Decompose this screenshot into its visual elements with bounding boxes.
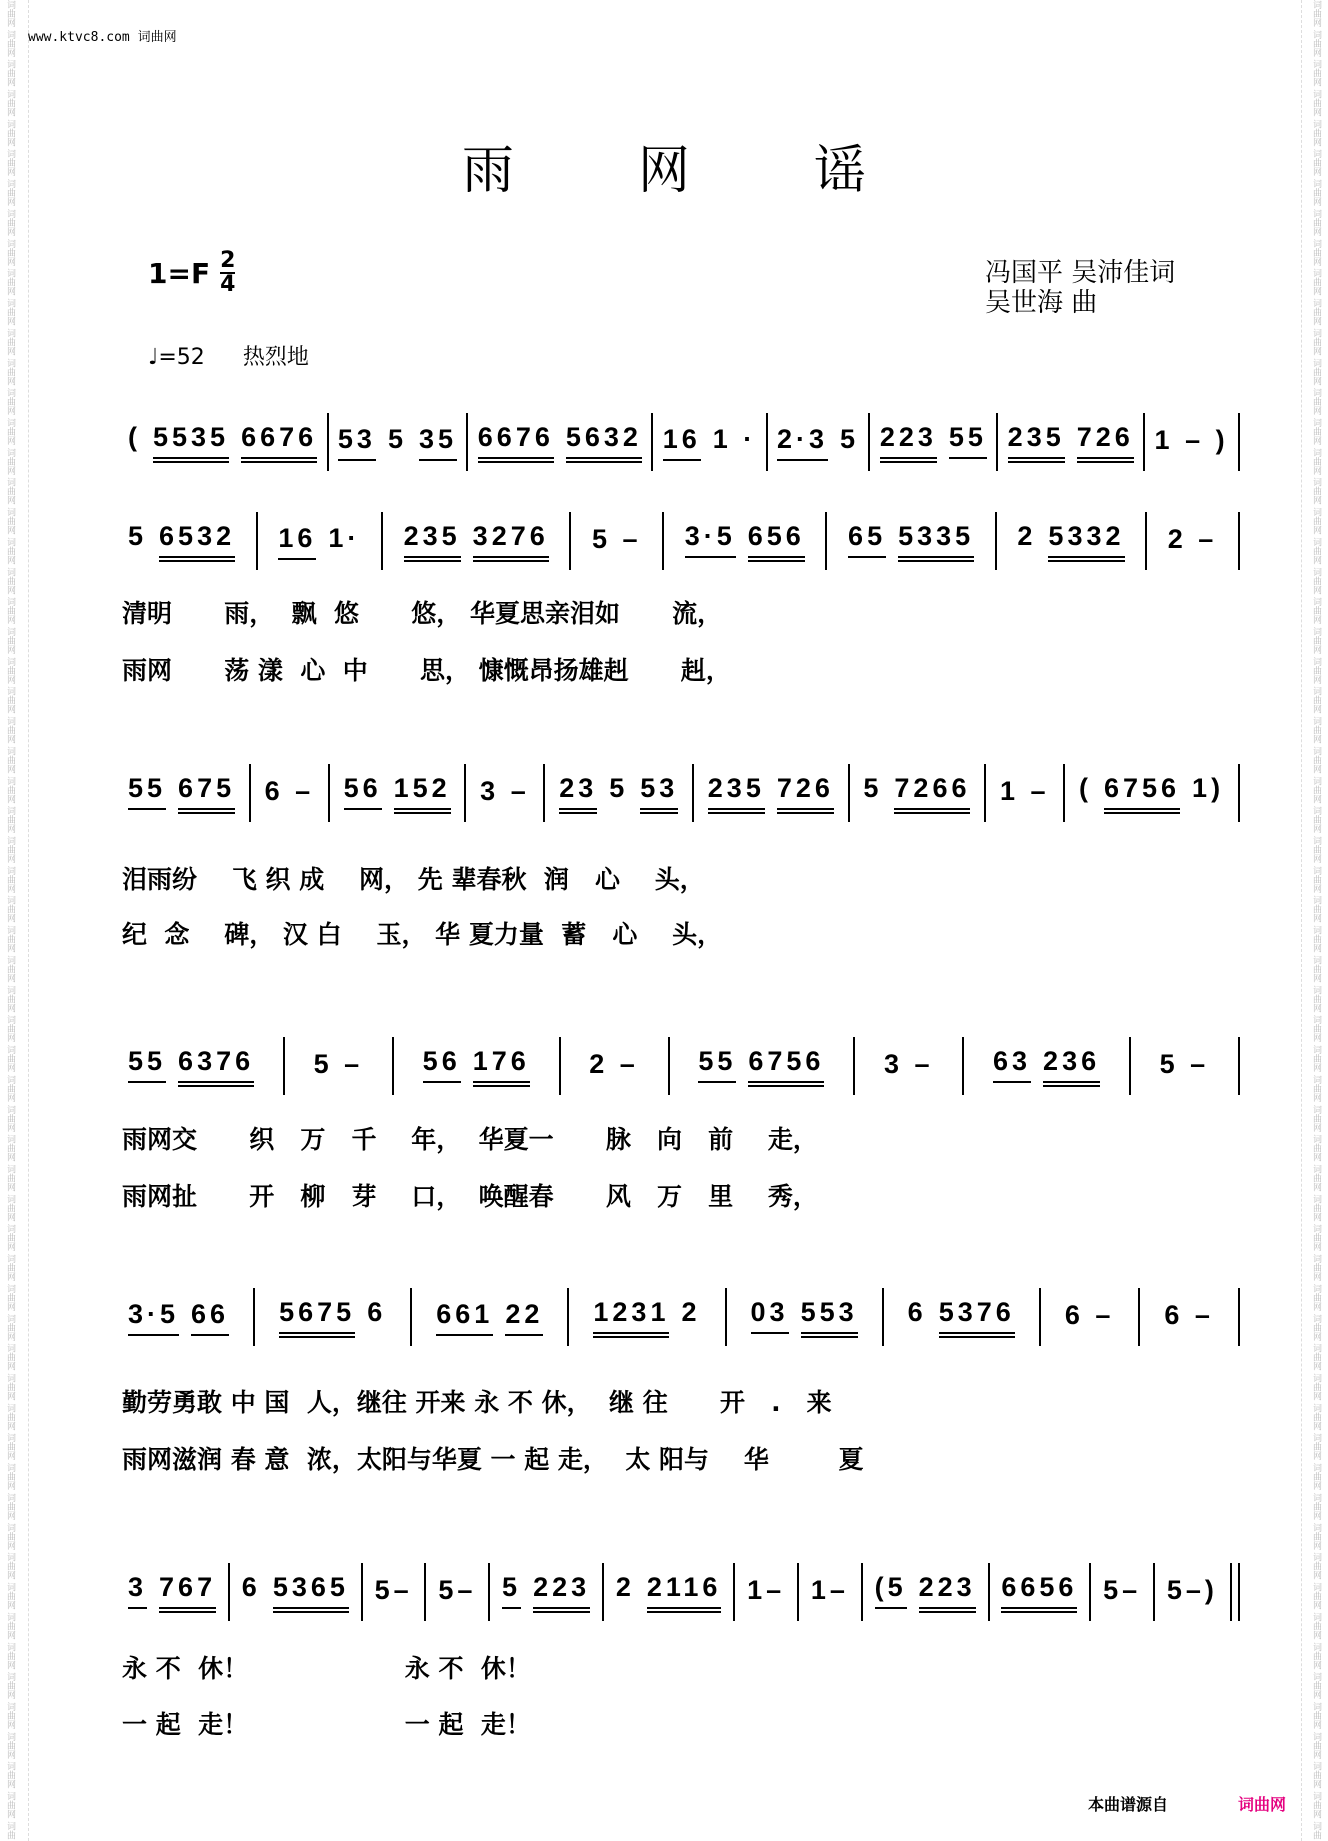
barline	[228, 1563, 230, 1621]
measure	[745, 1297, 864, 1338]
note-group: (	[1078, 772, 1092, 803]
time-bottom: 4	[220, 272, 236, 297]
title-char: 谣	[814, 141, 867, 201]
key-signature	[148, 250, 235, 296]
note-group: 223	[880, 422, 937, 463]
note-group: 5332	[1048, 521, 1124, 562]
measure	[417, 1046, 536, 1087]
lyric-line: 雨网扯 开 柳 芽 口， 唤醒春 风 万 里 秀，	[122, 1182, 818, 1211]
note-group: 63	[993, 1046, 1031, 1083]
measure	[122, 1572, 222, 1613]
mood: 热烈地	[242, 345, 309, 370]
tempo-mark: ♩=52	[148, 345, 205, 370]
barline	[569, 512, 571, 570]
measure	[878, 1049, 940, 1084]
barline	[1063, 764, 1065, 822]
barline	[253, 1288, 255, 1346]
note-group: 1231	[593, 1297, 669, 1338]
barline	[988, 1563, 990, 1621]
barline	[1143, 413, 1145, 471]
lyric-line: 纪 念 碑， 汉 白 玉， 华 夏力量 蓄 心 头，	[122, 920, 723, 949]
measure	[398, 521, 555, 562]
measure	[1158, 1300, 1220, 1335]
note-group: 5 –	[1159, 1048, 1210, 1079]
barline	[984, 764, 986, 822]
watermark-left: 词曲网 词曲网 词曲网 词曲网 词曲网 词曲网 词曲网 词曲网 词曲网 词曲网 词曲网 词曲网 词曲网 词曲网 词曲网 词曲网 词曲网 词曲网 词曲网 词曲网 词曲网 词曲网 词曲网 词曲网 词曲网 词曲网 词曲网 词曲网 词曲网 词曲网 词曲网 词曲网 词曲网 词曲网 词曲网 词曲网 词曲网 词曲网 词曲网 词曲网 词曲网 词曲网 词曲网 词曲网 词曲网 词曲网 词曲网 词曲网 词曲网 词曲网 词曲网 词曲网 词曲网 词曲网 词曲网 词曲网 词曲网 词曲网 词曲网 词曲网 词曲网 词曲	[5, 0, 15, 1840]
note-group: 5–	[438, 1574, 477, 1605]
note-group: 3·5	[685, 521, 736, 558]
note-group: 2·3	[777, 424, 828, 461]
barline	[1238, 1288, 1240, 1346]
measure	[1059, 1300, 1121, 1335]
barline	[825, 512, 827, 570]
barline	[464, 764, 466, 822]
note-group: 6532	[159, 521, 235, 562]
measure	[679, 521, 811, 562]
measure	[741, 1575, 791, 1610]
score-row	[122, 1036, 1240, 1096]
lyric-line: 雨网 荡 漾 心 中 思， 慷慨昂扬雄赳 赳，	[122, 656, 731, 685]
composer: 吴世海 曲	[985, 288, 1098, 318]
note-group: 5632	[566, 422, 642, 463]
barline	[559, 1037, 561, 1095]
note-group: 23	[559, 773, 597, 814]
song-title	[0, 128, 1328, 203]
note-group: 3	[128, 1572, 147, 1609]
note-group: 22	[505, 1299, 543, 1336]
note-group: 1–	[810, 1574, 849, 1605]
title-char: 雨	[461, 141, 514, 201]
barline	[996, 413, 998, 471]
barline	[692, 764, 694, 822]
note-group: 553	[801, 1297, 858, 1338]
lyric-line: 雨网交 织 万 千 年， 华夏一 脉 向 前 走，	[122, 1125, 818, 1154]
barline	[543, 764, 545, 822]
barline	[567, 1288, 569, 1346]
note-group: 656	[748, 521, 805, 562]
note-group: 5365	[273, 1572, 349, 1613]
note-group: 55	[698, 1046, 736, 1083]
score-row	[122, 412, 1240, 472]
note-group: 5535	[153, 422, 229, 463]
note-group: 176	[473, 1046, 530, 1087]
barline	[1089, 1563, 1091, 1621]
note-group: 236	[1043, 1046, 1100, 1087]
note-group: 1 –	[999, 775, 1050, 806]
measure	[869, 1572, 982, 1613]
note-group: 661	[436, 1299, 493, 1336]
barline	[1145, 512, 1147, 570]
measure	[122, 773, 241, 814]
measure	[1161, 1575, 1224, 1610]
barline	[283, 1037, 285, 1095]
score-row	[122, 1562, 1240, 1622]
barline	[766, 413, 768, 471]
note-group: 1)	[1192, 772, 1225, 803]
measure	[805, 1575, 855, 1610]
note-group: 53	[338, 424, 376, 461]
measure	[332, 424, 463, 461]
measure	[995, 1572, 1083, 1613]
note-group: 2 –	[1167, 523, 1218, 554]
note-group: 16	[278, 523, 316, 560]
note-group: 5	[128, 520, 148, 551]
note-group: 5	[840, 423, 860, 454]
site-url[interactable]: www.ktvc8.com 词曲网	[28, 30, 177, 45]
measure	[474, 776, 536, 811]
measure	[587, 1297, 706, 1338]
lyric-line: 永 不 休！ 永 不 休！	[122, 1654, 531, 1683]
note-group: 3·5	[128, 1299, 179, 1336]
lyric-line: 泪雨纷 飞 织 成 网， 先 辈春秋 润 心 头，	[122, 865, 705, 894]
barline	[1238, 512, 1240, 570]
barline	[868, 413, 870, 471]
measure	[122, 422, 323, 463]
note-group: 2	[615, 1571, 635, 1602]
measure	[273, 1297, 392, 1338]
note-group: (	[128, 421, 141, 452]
note-group: 2	[681, 1296, 701, 1327]
tempo	[148, 340, 309, 371]
note-group: 2116	[647, 1572, 722, 1613]
measure	[857, 773, 976, 814]
measure	[308, 1049, 370, 1084]
measure	[994, 776, 1056, 811]
measure	[272, 523, 366, 560]
measure	[1011, 521, 1130, 562]
score-row	[122, 1287, 1240, 1347]
note-group: 56	[423, 1046, 461, 1083]
note-group: 6	[907, 1296, 927, 1327]
footer-brand[interactable]: 词曲网	[1238, 1795, 1287, 1814]
note-group: 152	[394, 773, 451, 814]
note-group: 5 –	[313, 1048, 364, 1079]
note-group: 6376	[178, 1046, 254, 1087]
lyric-line: 一 起 走！ 一 起 走！	[122, 1710, 531, 1739]
note-group: 35	[419, 424, 457, 461]
barline	[249, 764, 251, 822]
note-group: 55	[128, 1046, 166, 1083]
measure	[553, 773, 684, 814]
measure	[430, 1299, 549, 1336]
measure	[902, 1297, 1021, 1338]
measure	[1097, 1575, 1147, 1610]
note-group: 5335	[898, 521, 974, 562]
measure	[472, 422, 648, 463]
measure	[1162, 524, 1224, 559]
note-group: 6676	[478, 422, 554, 463]
note-group: 1·	[328, 522, 361, 553]
note-group: 1 ·	[712, 423, 757, 454]
barline	[424, 1563, 426, 1621]
barline	[256, 512, 258, 570]
note-group: 6	[241, 1571, 261, 1602]
note-group: 5376	[939, 1297, 1015, 1338]
measure	[259, 776, 321, 811]
note-group: 223	[533, 1572, 590, 1613]
barline	[1238, 1037, 1240, 1095]
barline	[1153, 1563, 1155, 1621]
credits	[985, 258, 1175, 318]
time-signature	[220, 250, 235, 296]
note-group: 7266	[894, 773, 970, 814]
barline	[328, 764, 330, 822]
note-group: 55	[128, 773, 166, 810]
note-group: 16	[663, 424, 701, 461]
measure	[1002, 422, 1140, 463]
note-group: 223	[919, 1572, 976, 1613]
barline	[361, 1563, 363, 1621]
measure	[583, 1049, 645, 1084]
measure	[236, 1572, 355, 1613]
note-group: 5	[387, 423, 407, 454]
barline	[602, 1563, 604, 1621]
note-group: 2 –	[589, 1048, 639, 1079]
footer-source: 本曲谱源自	[1088, 1795, 1169, 1814]
note-group: 235	[708, 773, 765, 814]
time-top: 2	[220, 248, 236, 273]
lyric-line: 勤劳勇敢 中 国 人，继往 开来 永 不 休， 继 往 开 . 来	[122, 1388, 832, 1417]
watermark-right: 词曲网 词曲网 词曲网 词曲网 词曲网 词曲网 词曲网 词曲网 词曲网 词曲网 词曲网 词曲网 词曲网 词曲网 词曲网 词曲网 词曲网 词曲网 词曲网 词曲网 词曲网 词曲网 词曲网 词曲网 词曲网 词曲网 词曲网 词曲网 词曲网 词曲网 词曲网 词曲网 词曲网 词曲网 词曲网 词曲网 词曲网 词曲网 词曲网 词曲网 词曲网 词曲网 词曲网 词曲网 词曲网 词曲网 词曲网 词曲网 词曲网 词曲网 词曲网 词曲网 词曲网 词曲网 词曲网 词曲网 词曲网 词曲网 词曲网 词曲网 词曲网 词曲	[1311, 0, 1321, 1840]
note-group: 235	[1008, 422, 1065, 463]
barline	[848, 764, 850, 822]
note-group: 6756	[748, 1046, 824, 1087]
title-char: 网	[637, 141, 690, 201]
lyric-line: 清明 雨， 飘 悠 悠， 华夏思亲泪如 流，	[122, 599, 723, 628]
barline	[327, 413, 329, 471]
barline	[668, 1037, 670, 1095]
measure	[771, 424, 865, 461]
note-group: 65	[848, 521, 886, 558]
barline	[1230, 1563, 1240, 1621]
score-row	[122, 763, 1240, 823]
note-group: 1–	[747, 1574, 786, 1605]
note-group: 2	[1017, 520, 1037, 551]
note-group: 6 –	[1164, 1299, 1214, 1330]
barline	[1129, 1037, 1131, 1095]
measure	[432, 1575, 482, 1610]
measure	[1154, 1049, 1216, 1084]
note-group: 56	[344, 773, 382, 810]
barline	[725, 1288, 727, 1346]
barline	[392, 1037, 394, 1095]
note-group: 53	[640, 773, 678, 814]
note-group: 3276	[473, 521, 549, 562]
barline	[1138, 1288, 1140, 1346]
measure	[874, 422, 993, 463]
score-row	[122, 511, 1240, 571]
measure	[122, 521, 241, 562]
barline	[381, 512, 383, 570]
barline	[882, 1288, 884, 1346]
barline	[651, 413, 653, 471]
measure	[987, 1046, 1106, 1087]
key: 1=F	[148, 256, 211, 290]
note-group: 675	[178, 773, 235, 814]
note-group: 5–	[1103, 1574, 1142, 1605]
barline	[410, 1288, 412, 1346]
note-group: (5	[875, 1572, 907, 1609]
barline	[797, 1563, 799, 1621]
note-group: 726	[777, 773, 834, 814]
barline	[488, 1563, 490, 1621]
measure	[1149, 425, 1235, 460]
barline	[995, 512, 997, 570]
note-group: 66	[191, 1299, 229, 1336]
measure	[122, 1299, 235, 1336]
lyric-line: 雨网滋润 春 意 浓，太阳与华夏 一 起 走， 太 阳与 华 夏	[122, 1445, 864, 1474]
barline	[861, 1563, 863, 1621]
barline	[662, 512, 664, 570]
measure	[692, 1046, 830, 1087]
note-group: 3 –	[480, 775, 530, 806]
note-group: 5 –	[591, 523, 642, 554]
barline	[466, 413, 468, 471]
note-group: 6 –	[1064, 1299, 1115, 1330]
note-group: 3 –	[883, 1048, 934, 1079]
measure	[610, 1572, 728, 1613]
measure	[496, 1572, 596, 1613]
note-group: 6 –	[264, 775, 315, 806]
note-group: 5675	[279, 1297, 355, 1338]
note-group: 5	[609, 772, 629, 803]
note-group: 5–	[374, 1574, 413, 1605]
measure	[122, 1046, 260, 1087]
note-group: 5–)	[1166, 1574, 1218, 1605]
note-group: 235	[404, 521, 461, 562]
note-group: 6756	[1104, 773, 1180, 814]
note-group: 767	[159, 1572, 216, 1613]
note-group: 03	[751, 1297, 789, 1334]
barline	[853, 1037, 855, 1095]
measure	[657, 424, 763, 461]
measure	[338, 773, 457, 814]
note-group: 5	[863, 772, 883, 803]
lyricist: 冯国平 吴沛佳词	[985, 258, 1176, 288]
barline	[733, 1563, 735, 1621]
barline	[962, 1037, 964, 1095]
measure	[842, 521, 980, 562]
note-group: 726	[1077, 422, 1134, 463]
note-group: 55	[949, 422, 987, 459]
barline	[1039, 1288, 1041, 1346]
measure	[1073, 773, 1230, 814]
measure	[369, 1575, 419, 1610]
measure	[586, 524, 648, 559]
barline	[1238, 413, 1240, 471]
measure	[702, 773, 840, 814]
note-group: 5	[502, 1572, 521, 1609]
note-group: 6	[367, 1296, 387, 1327]
barline	[1238, 764, 1240, 822]
note-group: 1 – )	[1154, 424, 1229, 455]
note-group: 6676	[241, 422, 317, 463]
note-group: 6656	[1001, 1572, 1077, 1613]
